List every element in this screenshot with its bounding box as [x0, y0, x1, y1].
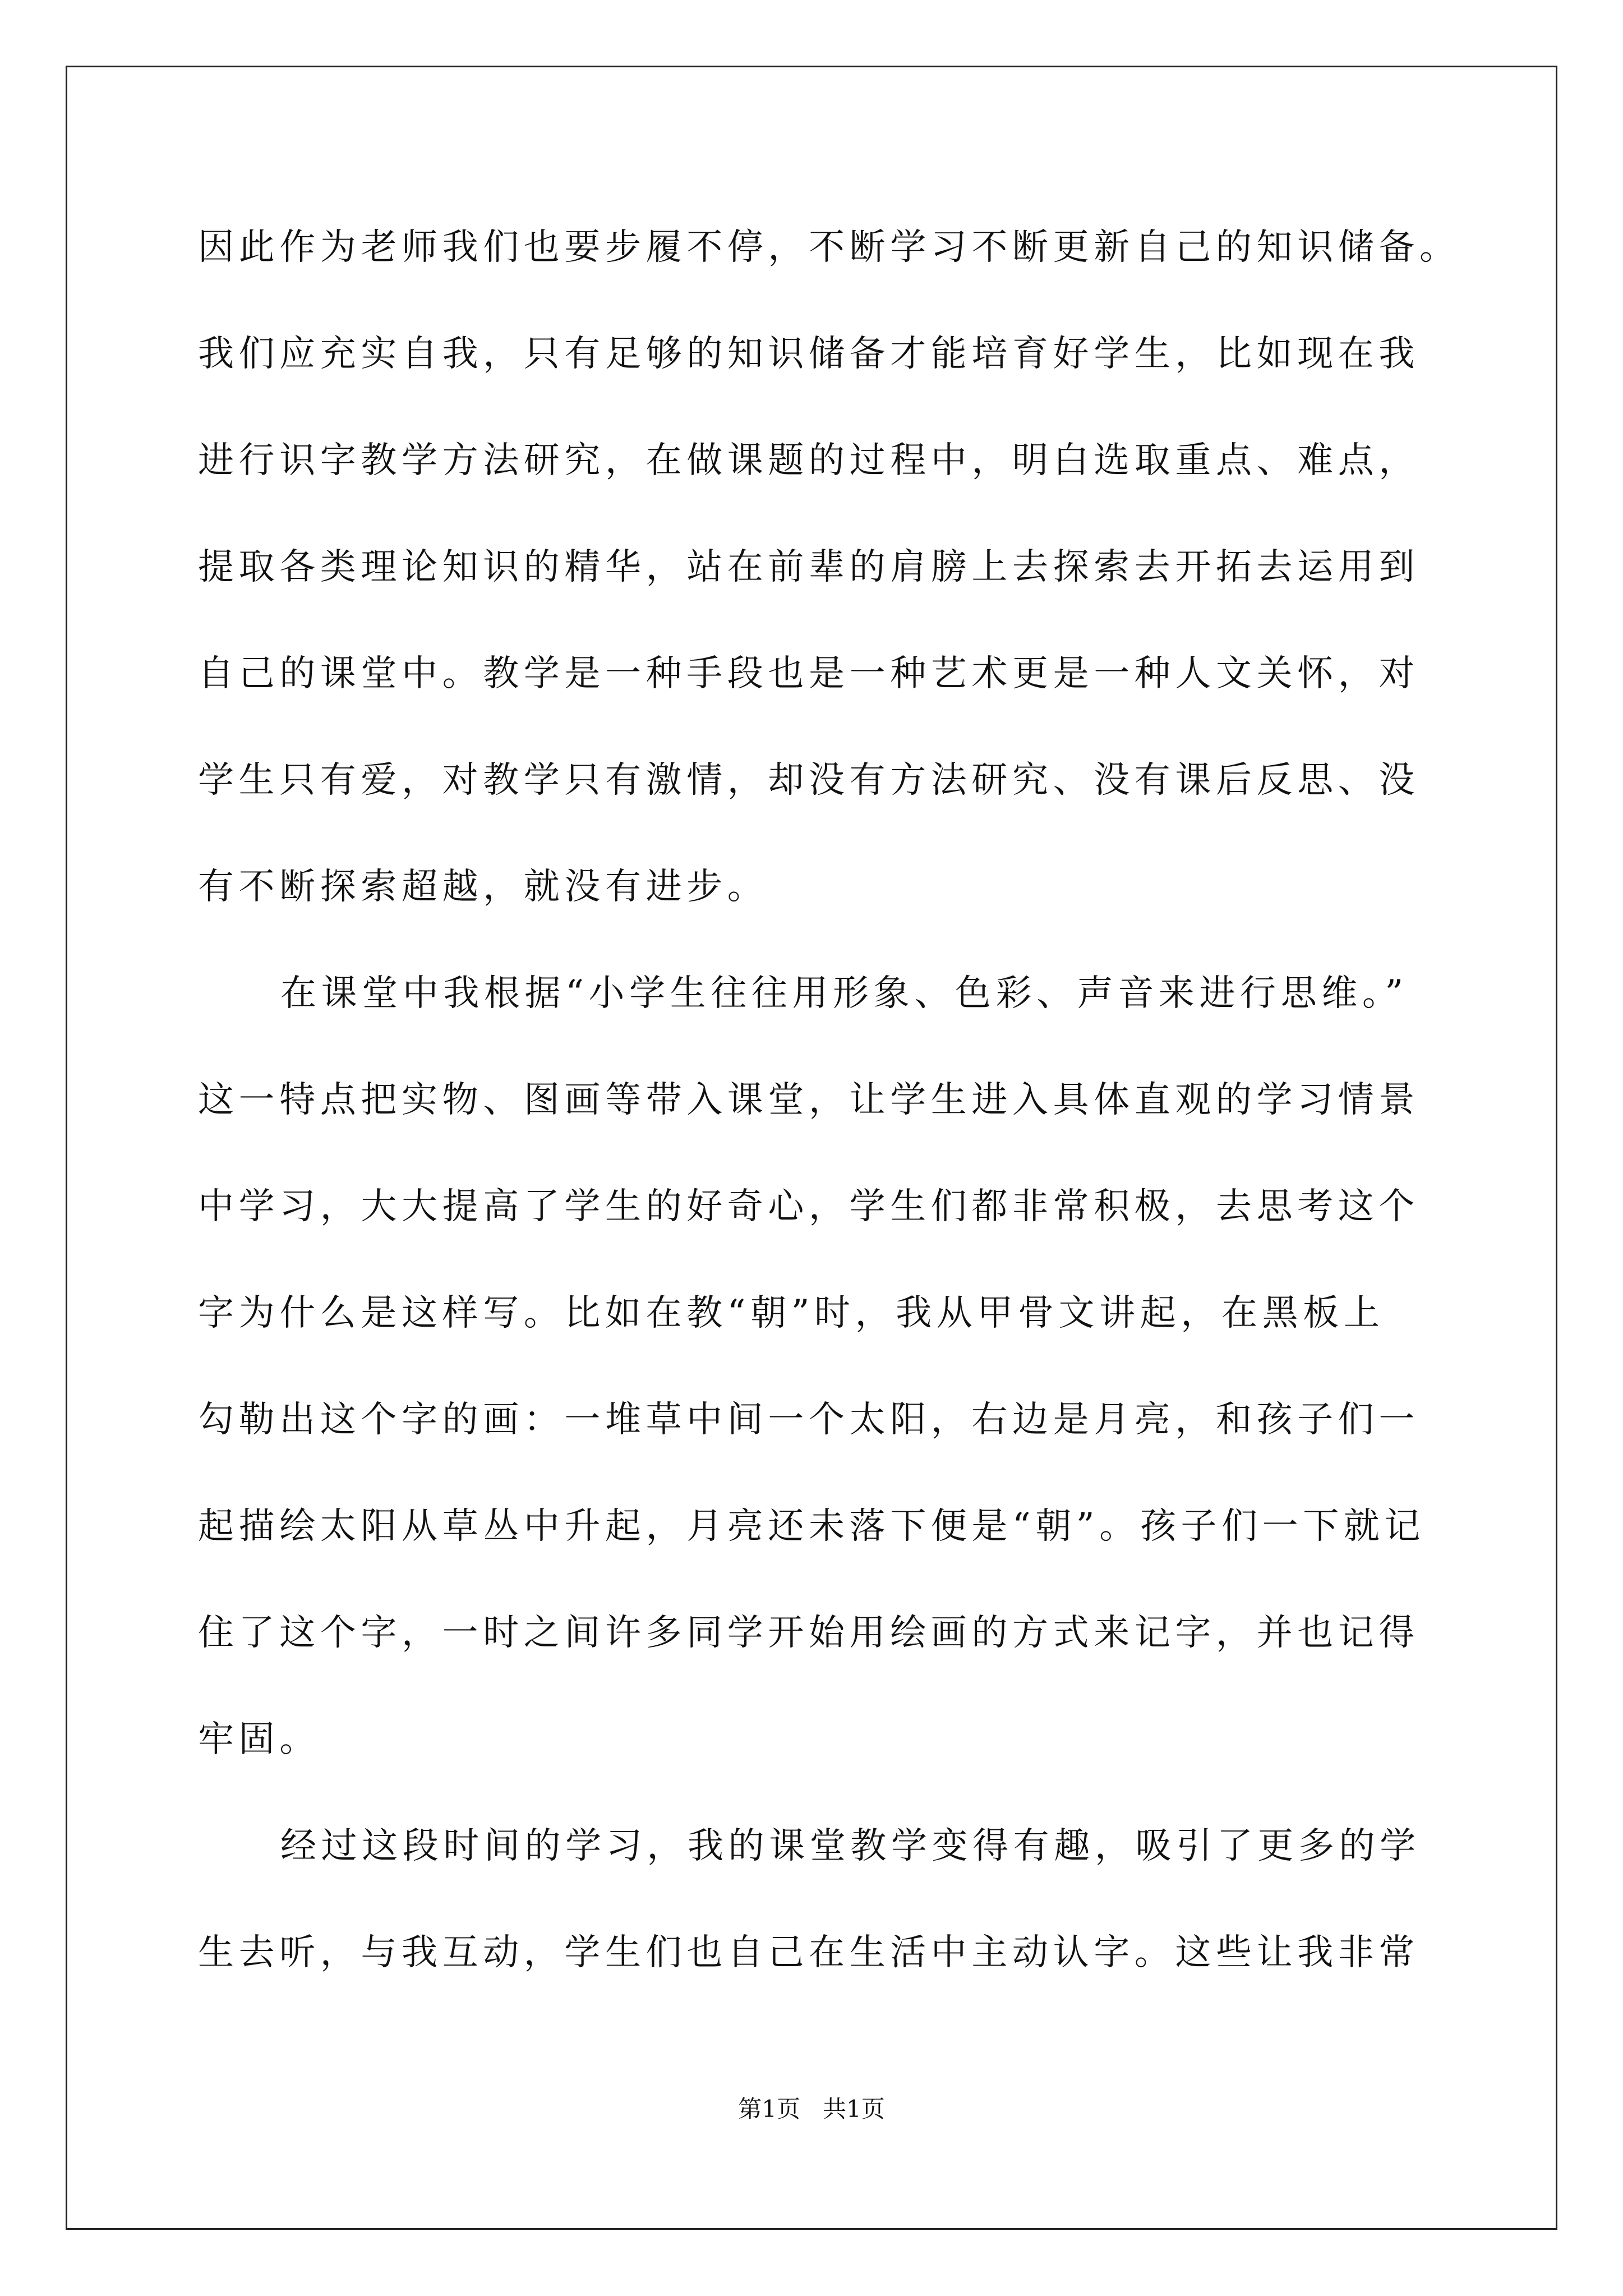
text-line: 经过这段时间的学习，我的课堂教学变得有趣，吸引了更多的学 [280, 1825, 1421, 1867]
text-line: 住了这个字，一时之间许多同学开始用绘画的方式来记字，并也记得 [198, 1612, 1419, 1654]
text-line: 提取各类理论知识的精华，站在前辈的肩膀上去探索去开拓去运用到 [198, 546, 1419, 588]
text-line: 我们应充实自我，只有足够的知识储备才能培育好学生，比如现在我 [198, 333, 1419, 375]
page-border [66, 66, 1557, 2230]
text-line: 起描绘太阳从草丛中升起，月亮还未落下便是“朝”。孩子们一下就记 [198, 1506, 1426, 1547]
text-line: 因此作为老师我们也要步履不停，不断学习不断更新自己的知识储备。 [198, 227, 1460, 268]
text-line: 中学习，大大提高了学生的好奇心，学生们都非常积极，去思考这个 [198, 1186, 1419, 1227]
text-line: 生去听，与我互动，学生们也自己在生活中主动认字。这些让我非常 [198, 1932, 1419, 1973]
page-footer: 第1页 共1页 [738, 2095, 885, 2123]
text-line: 在课堂中我根据“小学生往往用形象、色彩、声音来进行思维。” [280, 973, 1408, 1014]
text-line: 这一特点把实物、图画等带入课堂，让学生进入具体直观的学习情景 [198, 1079, 1419, 1121]
text-line: 学生只有爱，对教学只有激情，却没有方法研究、没有课后反思、没 [198, 760, 1419, 801]
text-line: 勾勒出这个字的画：一堆草中间一个太阳，右边是月亮，和孩子们一 [198, 1399, 1419, 1441]
text-line: 进行识字教学方法研究，在做课题的过程中，明白选取重点、难点， [198, 440, 1419, 481]
text-line: 自己的课堂中。教学是一种手段也是一种艺术更是一种人文关怀，对 [198, 653, 1419, 694]
text-line: 牢固。 [198, 1719, 320, 1760]
text-line: 有不断探索超越，就没有进步。 [198, 866, 768, 908]
text-line: 字为什么是这样写。比如在教“朝”时，我从甲骨文讲起，在黑板上 [198, 1292, 1385, 1334]
